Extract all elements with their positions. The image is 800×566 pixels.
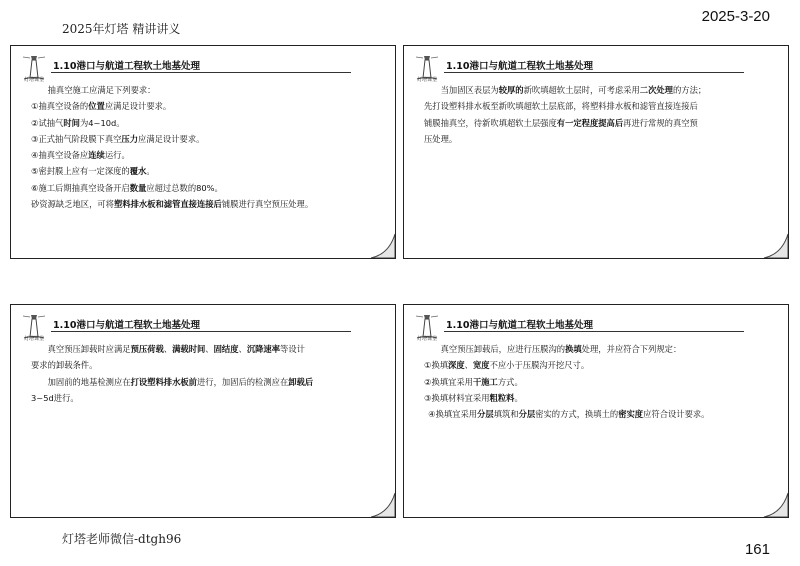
text-segment: 抽真空施工应满足下列要求：: [47, 85, 156, 95]
slide-1: [10, 45, 396, 259]
text-segment: ①抽真空设备的: [31, 101, 89, 112]
slide-line: [31, 98, 389, 114]
text-segment: 先打设塑料排水板至新吹填超软土层底部，将塑料排水板和滤管直接连接后: [424, 101, 698, 112]
slide-line: [31, 147, 389, 163]
slide-line: [31, 357, 389, 373]
bold-text: 分层: [518, 409, 536, 420]
text-segment: 、: [163, 344, 173, 354]
text-segment: 为4~10d。: [79, 117, 125, 128]
bold-text: 较厚的: [498, 85, 524, 95]
slide-line: [424, 406, 782, 422]
text-segment: 铺膜进行真空预压处理。: [221, 199, 314, 210]
text-segment: 再进行常规的真空预: [623, 117, 698, 128]
logo-label: 灯塔课堂: [23, 336, 44, 342]
title-underline: [51, 331, 351, 332]
header-title: 2025年灯塔 精讲讲义: [62, 22, 181, 36]
text-segment: ①换填: [424, 360, 449, 371]
bold-text: 有一定程度提高后: [556, 117, 624, 128]
bold-text: 数量: [129, 182, 147, 193]
text-segment: 填筑和: [493, 409, 519, 420]
slide-line: [424, 341, 782, 357]
text-segment: ④换填宜采用: [428, 409, 478, 420]
text-segment: 应满足设计要求。: [138, 133, 205, 144]
logo-label: 灯塔课堂: [416, 336, 437, 342]
text-segment: 当加固区表层为: [440, 85, 499, 95]
slide-line: [31, 82, 389, 98]
bold-text: 压力: [121, 133, 139, 144]
text-segment: 。: [514, 392, 523, 403]
text-segment: 3~5d进行。: [31, 392, 79, 403]
slide-line: [31, 180, 389, 196]
text-segment: 方式。: [497, 376, 523, 387]
bold-text: 粗粒料: [489, 392, 515, 403]
text-segment: 新吹填超软土层时，可考虑采用: [523, 85, 640, 95]
slide-title: 1.10港口与航道工程软土地基处理: [53, 320, 200, 331]
slide-line: [424, 131, 782, 147]
title-underline: [444, 331, 744, 332]
text-segment: 。: [146, 166, 155, 177]
text-segment: 密实的方式，换填土的: [535, 409, 619, 420]
slide-line: [31, 390, 389, 406]
page-curl-icon: [367, 230, 395, 258]
text-segment: 不应小于压膜沟开挖尺寸。: [489, 360, 590, 371]
text-segment: ②换填宜采用: [424, 376, 473, 387]
text-segment: 运行。: [104, 150, 130, 161]
bold-text: 塑料排水板和滤管直接连接后: [113, 199, 222, 210]
logo-label: 灯塔课堂: [23, 77, 44, 83]
slide-line: [31, 374, 389, 390]
text-segment: ⑤密封膜上应有一定深度的: [31, 166, 130, 177]
text-segment: ②试抽气: [31, 117, 64, 128]
slide-2: [403, 45, 789, 259]
text-segment: 铺膜抽真空，待新吹填超软土层强度: [424, 117, 557, 128]
text-segment: ③正式抽气阶段膜下真空: [31, 133, 122, 144]
text-segment: 、: [464, 360, 473, 371]
bold-text: 连续: [88, 150, 105, 161]
text-segment: 应满足设计要求。: [104, 101, 172, 112]
bold-text: 密实度: [618, 409, 644, 420]
slide-line: [424, 115, 782, 131]
text-segment: ③换填材料宜采用: [424, 392, 490, 403]
footer-note: 灯塔老师微信-dtgh96: [62, 532, 182, 546]
bold-text: 宽度: [472, 360, 490, 371]
text-segment: 要求的卸载条件。: [31, 360, 98, 371]
slide-body: [424, 82, 782, 147]
page-curl-icon: [367, 489, 395, 517]
slide-line: [424, 357, 782, 373]
page-curl-icon: [760, 489, 788, 517]
text-segment: 处理，并应符合下列规定：: [581, 344, 682, 354]
slide-line: [424, 98, 782, 114]
title-underline: [51, 72, 351, 73]
page-number: 161: [744, 541, 770, 558]
bold-text: 沉降速率: [246, 344, 281, 354]
slide-title: 1.10港口与航道工程软土地基处理: [53, 61, 200, 72]
text-segment: 、: [238, 344, 247, 354]
text-segment: ④抽真空设备应: [31, 150, 89, 161]
text-segment: 砂资源缺乏地区，可将: [31, 199, 114, 210]
bold-text: 满载时间: [172, 344, 206, 354]
bold-text: 分层: [477, 409, 494, 420]
text-segment: 的方法；: [672, 85, 707, 95]
bold-text: 打设塑料排水板前: [130, 376, 197, 387]
slide-line: [31, 131, 389, 147]
bold-text: 位置: [88, 101, 105, 112]
bold-text: 覆水: [129, 166, 147, 177]
slide-4: [403, 304, 789, 518]
bold-text: 二次处理: [639, 85, 673, 95]
text-segment: 应超过总数的80%。: [146, 182, 223, 193]
bold-text: 时间: [63, 117, 80, 128]
text-segment: 真空预压卸载时应满足: [47, 344, 131, 354]
slide-line: [424, 374, 782, 390]
slide-line: [31, 115, 389, 131]
slide-body: [424, 341, 782, 422]
slide-line: [31, 341, 389, 357]
slide-3: [10, 304, 396, 518]
slide-title: 1.10港口与航道工程软土地基处理: [446, 61, 593, 72]
slide-line: [424, 82, 782, 98]
slide-line: [424, 390, 782, 406]
title-underline: [444, 72, 744, 73]
text-segment: 压处理。: [424, 133, 458, 144]
text-segment: 应符合设计要求。: [643, 409, 710, 420]
bold-text: 干施工: [472, 376, 498, 387]
bold-text: 预压荷载: [130, 344, 164, 354]
text-segment: 等设计: [280, 344, 305, 354]
text-segment: 、: [205, 344, 214, 354]
page-curl-icon: [760, 230, 788, 258]
logo-label: 灯塔课堂: [416, 77, 437, 83]
text-segment: 真空预压卸载后，应进行压膜沟的: [440, 344, 566, 354]
slide-line: [31, 163, 389, 179]
bold-text: 换填: [565, 344, 582, 354]
text-segment: ⑥施工后期抽真空设备开启: [31, 182, 130, 193]
text-segment: 加固前的地基检测应在: [47, 376, 131, 387]
slide-title: 1.10港口与航道工程软土地基处理: [446, 320, 593, 331]
bold-text: 卸载后: [288, 376, 314, 387]
header-date: 2025-3-20: [701, 8, 770, 25]
text-segment: 进行，加固后的检测应在: [196, 376, 289, 387]
slide-body: [31, 82, 389, 212]
bold-text: 固结度: [213, 344, 239, 354]
slide-body: [31, 341, 389, 406]
bold-text: 深度: [448, 360, 465, 371]
slide-line: [31, 196, 389, 212]
